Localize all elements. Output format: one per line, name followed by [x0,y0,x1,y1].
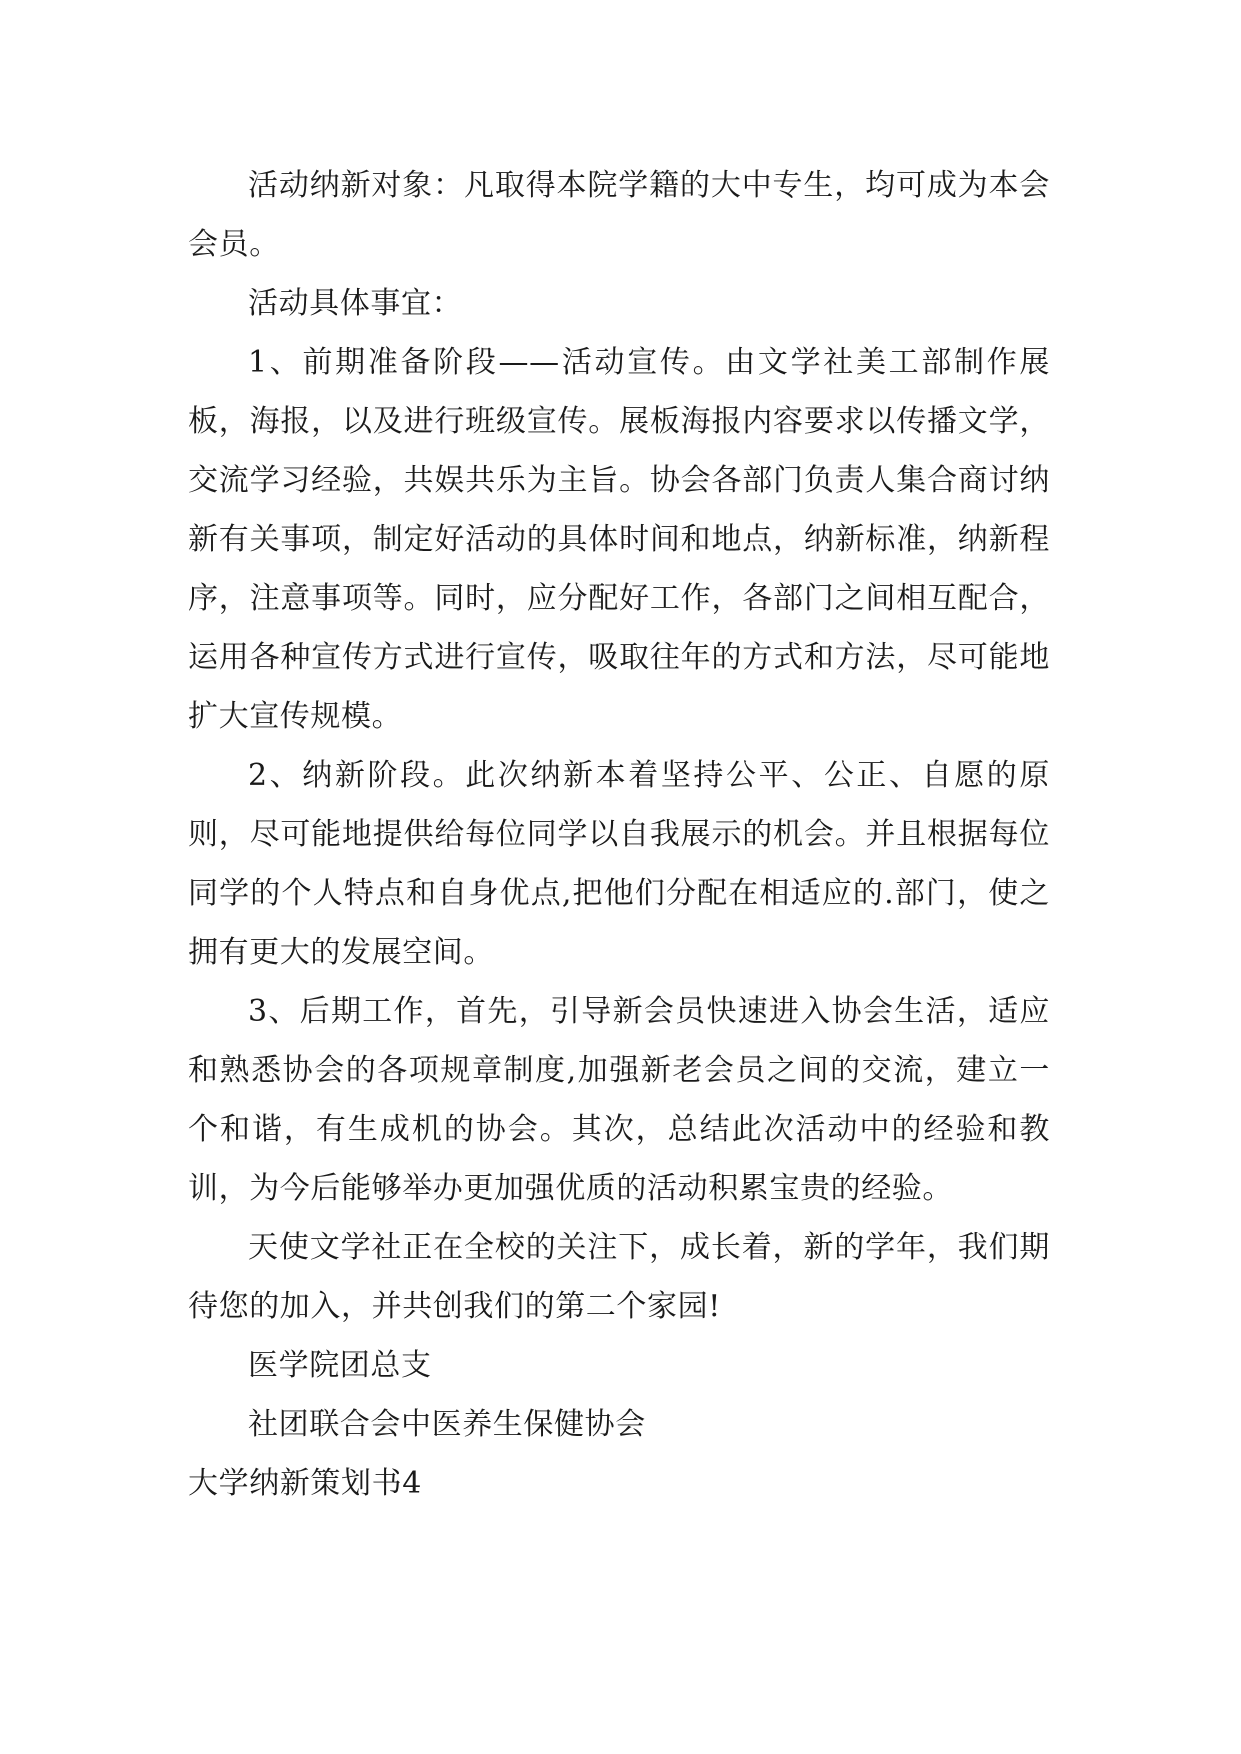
paragraph-activity-details-label: 活动具体事宜： [248,286,463,321]
section-heading: 大学纳新策划书4 [188,1466,422,1501]
paragraph-stage-3: 3、后期工作，首先，引导新会员快速进入协会生活，适应和熟悉协会的各项规章制度,加强新老会员之间的交流，建立一个和谐，有生成机的协会。其次，总结此次活动中的经验和教训，为今后能够举办更加强优质的活动积累宝贵的经验。 [188,994,1050,1206]
paragraph-recruit-target: 活动纳新对象：凡取得本院学籍的大中专生，均可成为本会会员。 [188,168,1050,262]
signature-org-2: 社团联合会中医养生保健协会 [248,1407,646,1442]
paragraph-closing: 天使文学社正在全校的关注下，成长着，新的学年，我们期待您的加入，并共创我们的第二个家园! [188,1230,1050,1324]
paragraph-stage-2: 2、纳新阶段。此次纳新本着坚持公平、公正、自愿的原则，尽可能地提供给每位同学以自我展示的机会。并且根据每位同学的个人特点和自身优点,把他们分配在相适应的.部门，使之拥有更大的发展空间。 [188,758,1050,970]
document-body [188,156,1050,1513]
paragraph-stage-1: 1、前期准备阶段——活动宣传。由文学社美工部制作展板，海报，以及进行班级宣传。展板海报内容要求以传播文学，交流学习经验，共娱共乐为主旨。协会各部门负责人集合商讨纳新有关事项，制定好活动的具体时间和地点，纳新标准，纳新程序，注意事项等。同时，应分配好工作，各部门之间相互配合，运用各种宣传方式进行宣传，吸取往年的方式和方法，尽可能地扩大宣传规模。 [188,345,1050,734]
signature-org-1: 医学院团总支 [248,1348,432,1383]
